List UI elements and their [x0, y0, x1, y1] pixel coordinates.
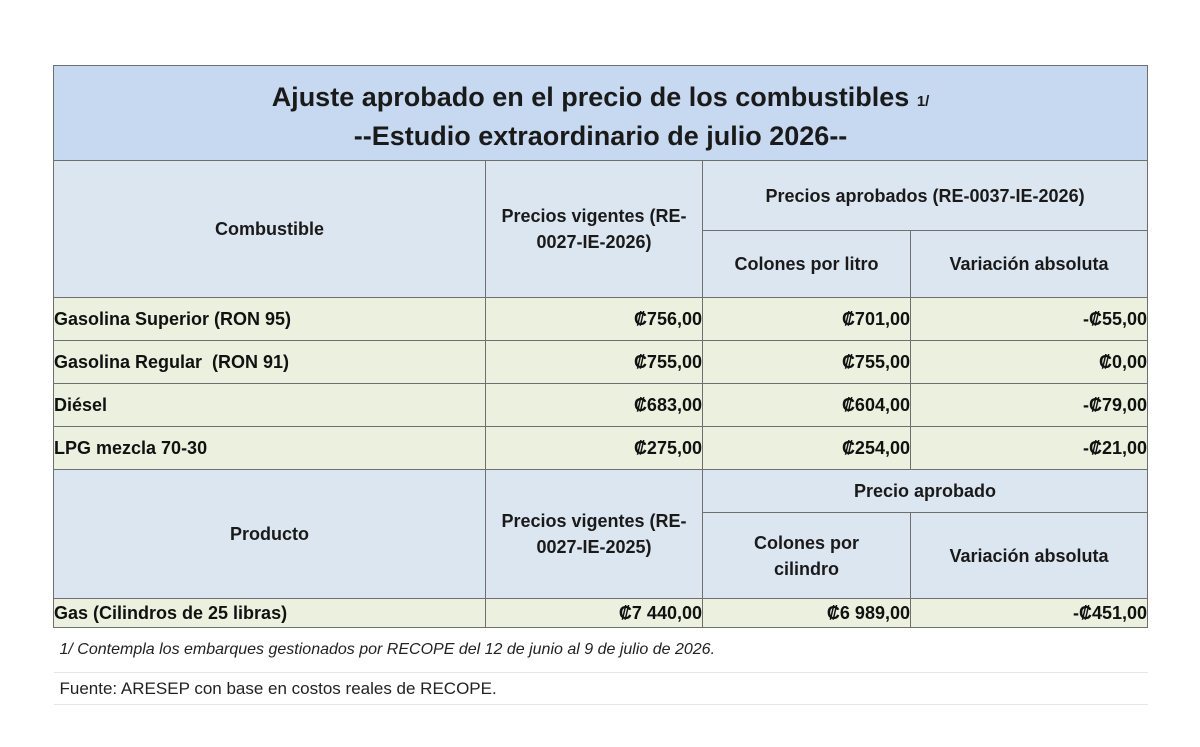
- price-variation: -₡21,00: [911, 427, 1148, 470]
- fuel-name: Gasolina Regular (RON 91): [54, 341, 486, 384]
- table-footnote: 1/ Contempla los embarques gestionados por RECOPE del 12 de junio al 9 de julio de 2026.: [54, 628, 1148, 673]
- title-line-2: --Estudio extraordinario de julio 2026--: [353, 120, 848, 151]
- approved-price: ₡604,00: [703, 384, 911, 427]
- approved-price: ₡6 989,00: [703, 599, 911, 628]
- current-price: ₡755,00: [486, 341, 703, 384]
- header-combustible: Combustible: [54, 161, 486, 298]
- price-variation: -₡55,00: [911, 298, 1148, 341]
- table-row: [54, 384, 1148, 427]
- table-row: [54, 599, 1148, 628]
- current-price: ₡7 440,00: [486, 599, 703, 628]
- fuel-name: Gasolina Superior (RON 95): [54, 298, 486, 341]
- header-variacion-absoluta-producto: Variación absoluta: [911, 513, 1148, 599]
- header-variacion-absoluta: Variación absoluta: [911, 231, 1148, 298]
- title-footnote-ref: 1/: [916, 92, 930, 110]
- approved-price: ₡755,00: [703, 341, 911, 384]
- header-precios-vigentes-producto: Precios vigentes (RE-0027-IE-2025): [486, 470, 703, 599]
- title-line-1: [54, 80, 1147, 119]
- table-source: Fuente: ARESEP con base en costos reales de RECOPE.: [54, 673, 1148, 705]
- fuel-price-table: [53, 65, 1148, 705]
- fuel-name: Diésel: [54, 384, 486, 427]
- approved-price: ₡254,00: [703, 427, 911, 470]
- table-row: [54, 298, 1148, 341]
- current-price: ₡756,00: [486, 298, 703, 341]
- price-variation: ₡0,00: [911, 341, 1148, 384]
- header-producto: Producto: [54, 470, 486, 599]
- approved-price: ₡701,00: [703, 298, 911, 341]
- current-price: ₡683,00: [486, 384, 703, 427]
- header-precios-aprobados: Precios aprobados (RE-0037-IE-2026): [703, 161, 1148, 231]
- fuel-name: LPG mezcla 70-30: [54, 427, 486, 470]
- table-title: [54, 66, 1148, 161]
- price-variation: -₡451,00: [911, 599, 1148, 628]
- header-precio-aprobado: Precio aprobado: [703, 470, 1148, 513]
- header-colones-por-cilindro: Colones por cilindro: [703, 513, 911, 599]
- product-name: Gas (Cilindros de 25 libras): [54, 599, 486, 628]
- table-row: [54, 427, 1148, 470]
- current-price: ₡275,00: [486, 427, 703, 470]
- header-precios-vigentes: Precios vigentes (RE-0027-IE-2026): [486, 161, 703, 298]
- header-colones-por-litro: Colones por litro: [703, 231, 911, 298]
- table-row: [54, 341, 1148, 384]
- title-main: Ajuste aprobado en el precio de los combustibles: [271, 81, 910, 112]
- price-variation: -₡79,00: [911, 384, 1148, 427]
